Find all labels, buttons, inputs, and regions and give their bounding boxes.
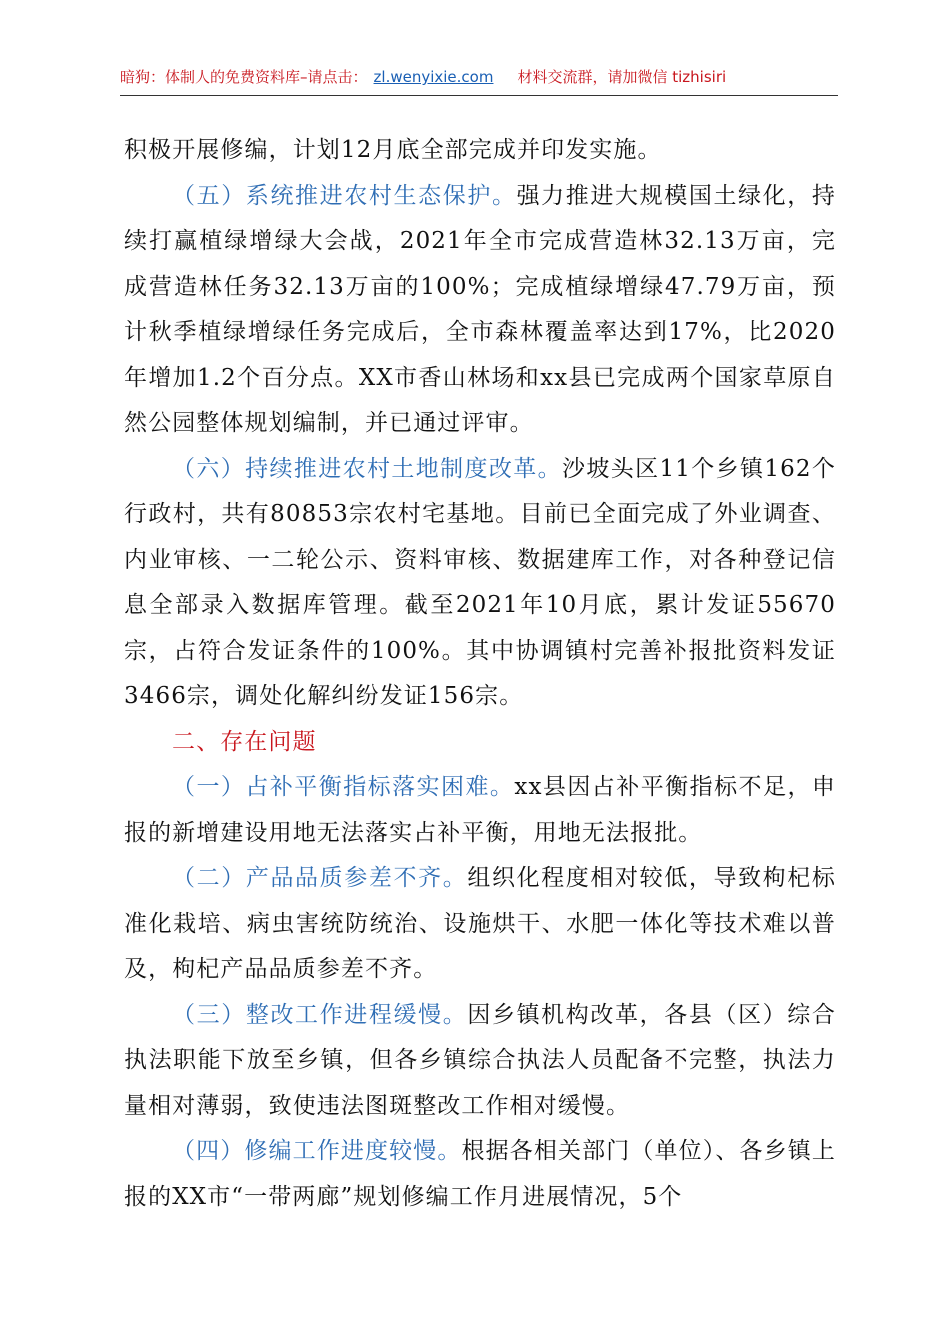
document-body <box>124 128 836 1220</box>
heading-problems: 二、存在问题 <box>172 728 317 755</box>
header-click-prompt: –请点击： <box>300 68 368 86</box>
paragraph-text-rectification: 因乡镇机构改革，各县（区）综合执法职能下放至乡镇，但各乡镇综合执法人员配备不完整，执法力量相对薄弱，致使违法图斑整改工作相对缓慢。 <box>124 1001 837 1119</box>
paragraph-balance <box>124 765 836 856</box>
paragraph-rectification <box>124 993 836 1130</box>
paragraph-ecology <box>124 174 836 447</box>
header-divider <box>120 95 838 96</box>
paragraph-quality <box>124 856 836 993</box>
paragraph-text-ecology: 强力推进大规模国土绿化，持续打赢植绿增绿大会战，2021年全市完成营造林32.13万亩，完成营造林任务32.13万亩的100%；完成植绿增绿47.79万亩，预计秋季植绿增绿任务完成后，全市森林覆盖率达到17%，比2020年增加1.2个百分点。XX市香山林场和xx县已完成两个国家草原自然公园整体规划编制，并已通过评审。 <box>124 182 836 436</box>
header-source-text: 暗狗：体制人的免费资料库 <box>120 68 301 86</box>
paragraph-land-reform <box>124 447 836 720</box>
section-lead-balance: （一）占补平衡指标落实困难。 <box>172 774 515 800</box>
paragraph-revision <box>124 1129 836 1220</box>
section-lead-ecology: （五）系统推进农村生态保护。 <box>172 182 517 209</box>
section-lead-rectification: （三）整改工作进程缓慢。 <box>172 1001 468 1028</box>
page-header <box>120 66 838 96</box>
paragraph-text-land-reform: 沙坡头区11个乡镇162个行政村，共有80853宗农村宅基地。目前已全面完成了外业调查、内业审核、一二轮公示、资料审核、数据建库工作，对各种登记信息全部录入数据库管理。截至2021年10月底，累计发证55670宗，占符合发证条件的100%。其中协调镇村完善补报批资料发证3466宗，调处化解纠纷发证156宗。 <box>124 455 836 709</box>
header-link[interactable]: zl.wenyixie.com <box>373 68 494 86</box>
paragraph-text-balance: xx县因占补平衡指标不足，申报的新增建设用地无法落实占补平衡，用地无法报批。 <box>124 774 837 846</box>
paragraph-continued: 积极开展修编，计划12月底全部完成并印发实施。 <box>124 137 662 163</box>
section-lead-revision: （四）修编工作进度较慢。 <box>172 1138 462 1164</box>
section-lead-land-reform: （六）持续推进农村土地制度改革。 <box>172 455 563 482</box>
header-group-note: 材料交流群，请加微信 tizhisiri <box>517 68 727 86</box>
paragraph-text-revision: 根据各相关部门（单位）、各乡镇上报的XX市“一带两廊”规划修编工作月进展情况，5个 <box>124 1138 836 1210</box>
paragraph-text-quality: 组织化程度相对较低，导致枸杞标准化栽培、病虫害统防统治、设施烘干、水肥一体化等技术难以普及，枸杞产品品质参差不齐。 <box>124 865 837 982</box>
section-lead-quality: （二）产品品质参差不齐。 <box>172 865 468 891</box>
